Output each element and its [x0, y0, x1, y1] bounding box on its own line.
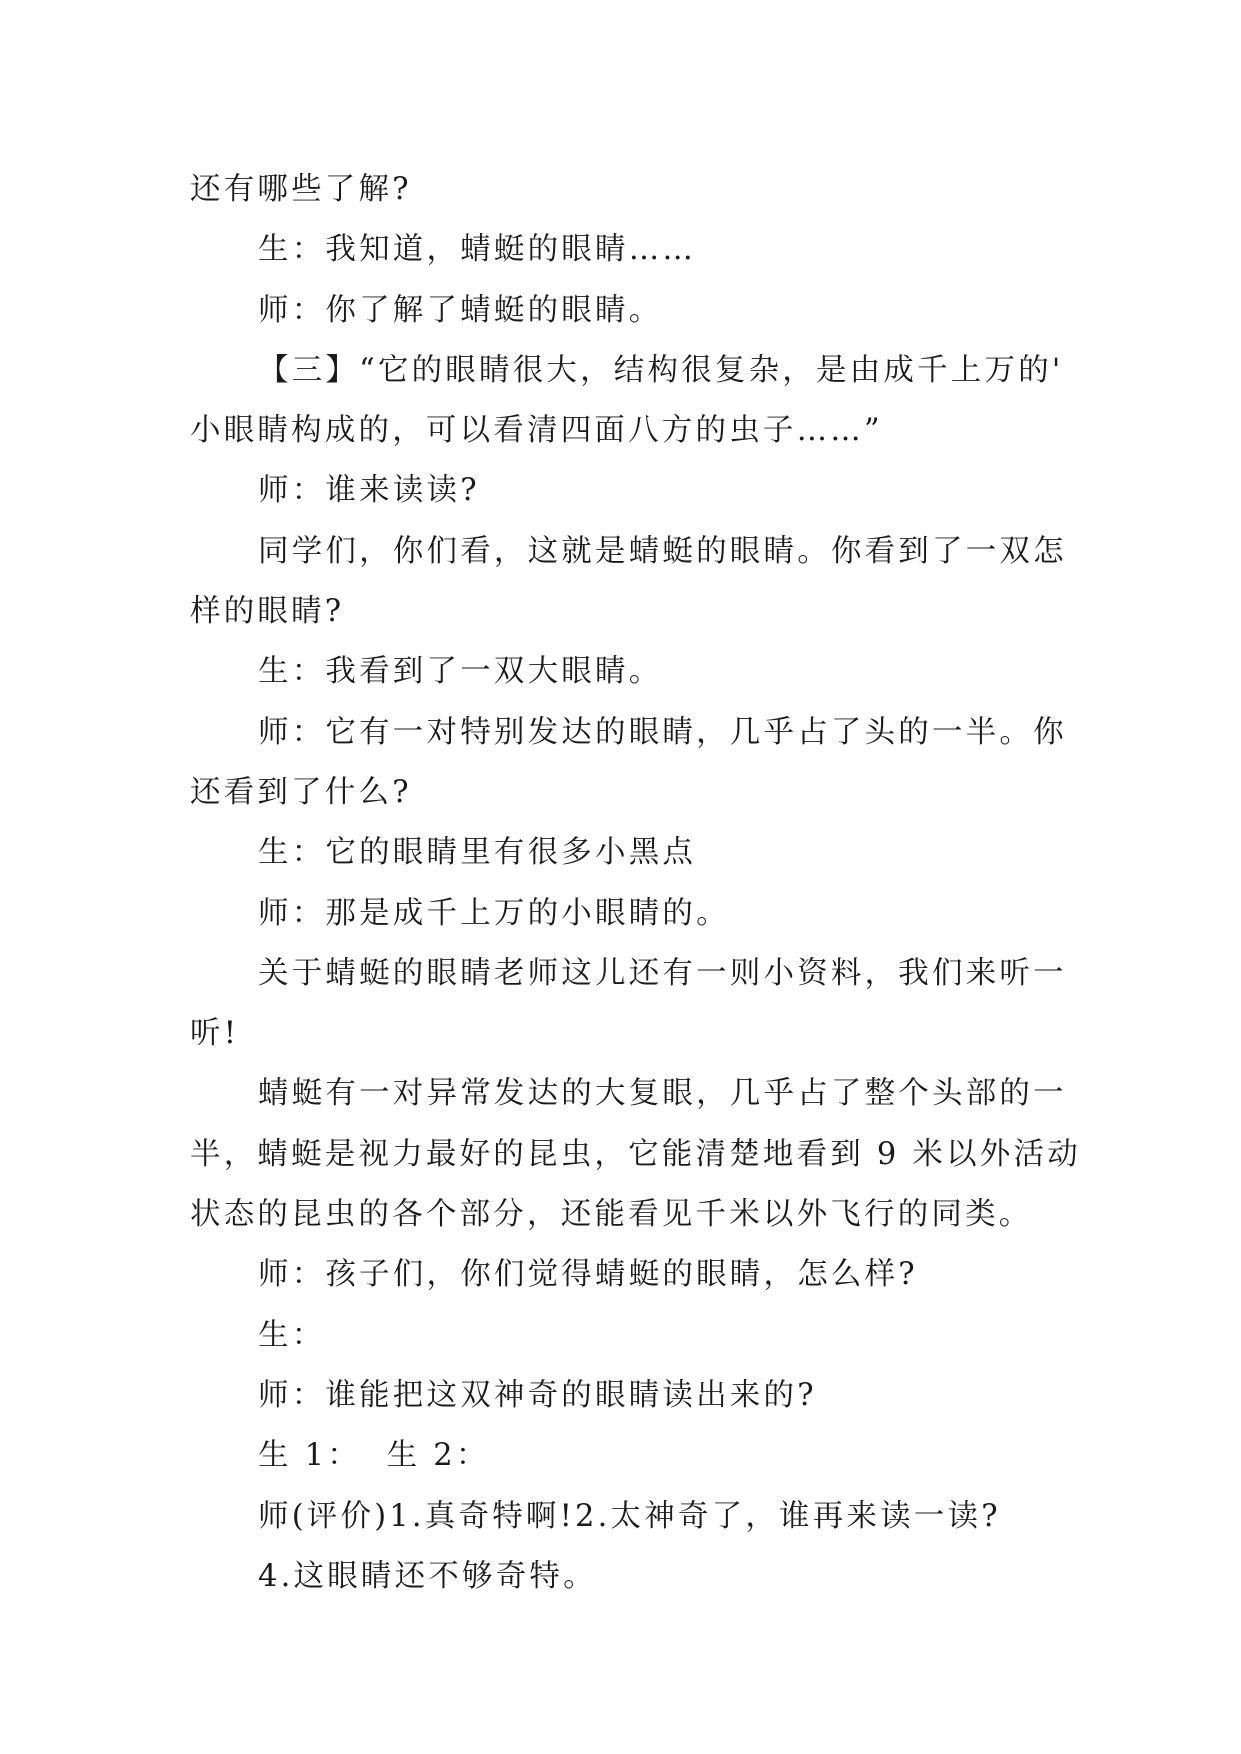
text-line: 听! — [190, 1016, 240, 1052]
text-line: 小眼睛构成的，可以看清四面八方的虫子……” — [190, 413, 883, 449]
text-line: 蜻蜓有一对异常发达的大复眼，几乎占了整个头部的一 — [258, 1076, 1067, 1112]
text-line: 师：谁来读读? — [258, 473, 480, 509]
text-line: 半，蜻蜓是视力最好的昆虫，它能清楚地看到 9 米以外活动 — [190, 1136, 1081, 1172]
text-line: 样的眼睛? — [190, 594, 345, 630]
text-line: 生：它的眼睛里有很多小黑点 — [258, 835, 697, 871]
text-line: 生： — [258, 1317, 326, 1353]
text-line: 生：我知道，蜻蜓的眼睛…… — [258, 232, 697, 268]
text-line: 生：我看到了一双大眼睛。 — [258, 654, 663, 690]
text-line: 师：谁能把这双神奇的眼睛读出来的? — [258, 1377, 817, 1413]
text-line: 【三】“它的眼睛很大，结构很复杂，是由成千上万的' — [258, 352, 1064, 388]
text-line: 师：孩子们，你们觉得蜻蜓的眼睛，怎么样? — [258, 1257, 918, 1293]
text-line: 4.这眼睛还不够奇特。 — [258, 1558, 597, 1594]
text-line: 师：那是成千上万的小眼睛的。 — [258, 895, 730, 931]
text-line: 还看到了什么? — [190, 774, 412, 810]
text-line: 状态的昆虫的各个部分，还能看见千米以外飞行的同类。 — [190, 1197, 1033, 1233]
text-line: 师(评价)1.真奇特啊!2.太神奇了，谁再来读一读? — [258, 1498, 1001, 1534]
text-line: 同学们，你们看，这就是蜻蜓的眼睛。你看到了一双怎 — [258, 533, 1067, 569]
text-line: 生 1： 生 2： — [258, 1438, 490, 1474]
text-line: 师：你了解了蜻蜓的眼睛。 — [258, 292, 663, 328]
text-line: 关于蜻蜓的眼睛老师这儿还有一则小资料，我们来听一 — [258, 955, 1067, 991]
document-body — [190, 160, 1081, 1607]
text-line: 师：它有一对特别发达的眼睛，几乎占了头的一半。你 — [258, 714, 1067, 750]
text-line: 还有哪些了解? — [190, 172, 412, 207]
